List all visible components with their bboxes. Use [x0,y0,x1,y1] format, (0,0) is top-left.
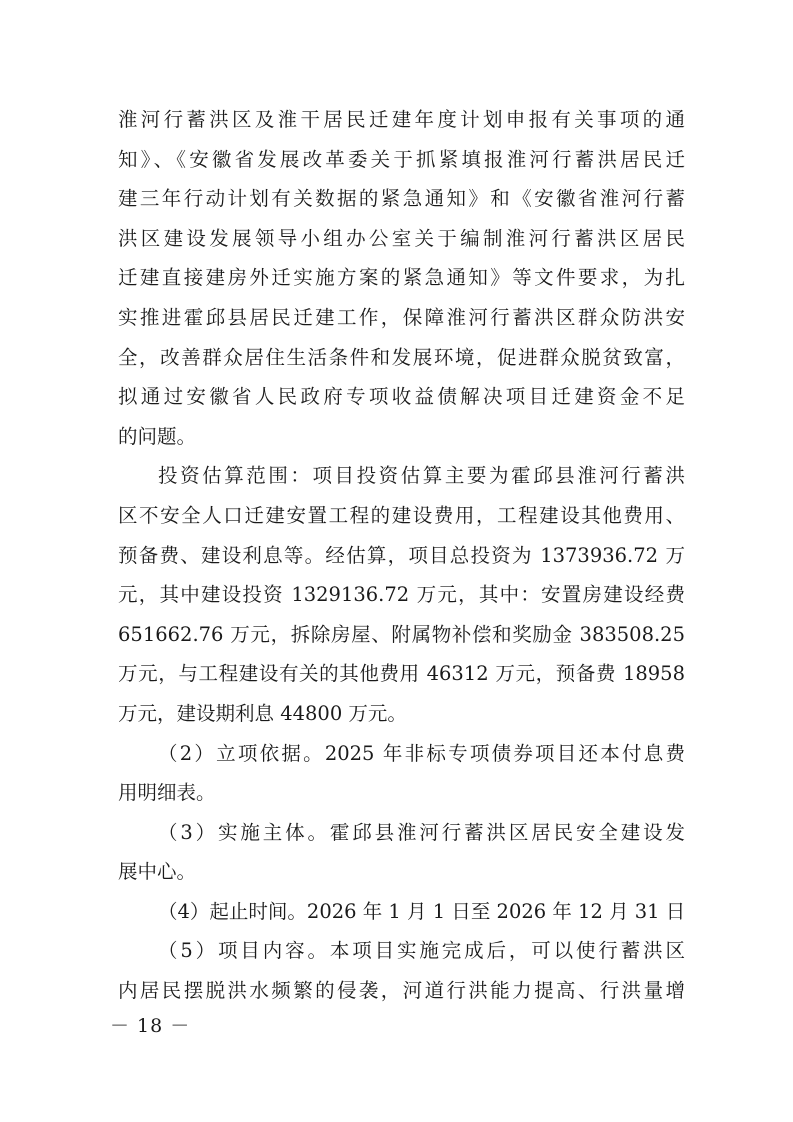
paragraph-first-line: （3）实施主体。霍邱县淮河行蓄洪区居民安全建设发 [158,820,685,844]
text-line: 预备费、建设利息等。经估算，项目总投资为 1373936.72 万 [118,543,685,567]
text-line: 知》、《安徽省发展改革委关于抓紧填报淮河行蓄洪居民迁 [118,147,685,171]
paragraph-first-line: （5）项目内容。本项目实施完成后，可以使行蓄洪区 [158,939,685,963]
body-text [118,100,685,1011]
text-line: 区不安全人口迁建安置工程的建设费用，工程建设其他费用、 [118,503,685,527]
text-line: 651662.76 万元，拆除房屋、附属物补偿和奖励金 383508.25 [118,622,685,646]
text-line: 拟通过安徽省人民政府专项收益债解决项目迁建资金不足 [118,385,685,409]
paragraph-first-line: （4）起止时间。2026 年 1 月 1 日至 2026 年 12 月 31 日 [158,899,685,923]
text-line: 洪区建设发展领导小组办公室关于编制淮河行蓄洪区居民 [118,226,685,250]
text-line: 用明细表。 [118,781,216,805]
text-line: 元，其中建设投资 1329136.72 万元，其中：安置房建设经费 [118,583,685,607]
text-line: 内居民摆脱洪水频繁的侵袭，河道行洪能力提高、行洪量增 [118,979,685,1003]
text-line: 迁建直接建房外迁实施方案的紧急通知》等文件要求，为扎 [118,266,685,290]
text-line: 万元，与工程建设有关的其他费用 46312 万元，预备费 18958 [118,662,685,686]
text-line: 实推进霍邱县居民迁建工作，保障淮河行蓄洪区群众防洪安 [118,305,685,329]
text-line: 万元，建设期利息 44800 万元。 [118,701,407,725]
page-number: － 18 － [110,1015,191,1037]
text-line: 展中心。 [118,860,197,884]
text-line: 建三年行动计划有关数据的紧急通知》和《安徽省淮河行蓄 [118,187,685,211]
paragraph-first-line: （2）立项依据。2025 年非标专项债券项目还本付息费 [158,741,685,765]
paragraph-first-line: 投资估算范围：项目投资估算主要为霍邱县淮河行蓄洪 [158,464,685,488]
text-line: 的问题。 [118,424,197,448]
text-line: 淮河行蓄洪区及淮干居民迁建年度计划申报有关事项的通 [118,108,685,131]
text-line: 全，改善群众居住生活条件和发展环境，促进群众脱贫致富， [118,345,685,369]
